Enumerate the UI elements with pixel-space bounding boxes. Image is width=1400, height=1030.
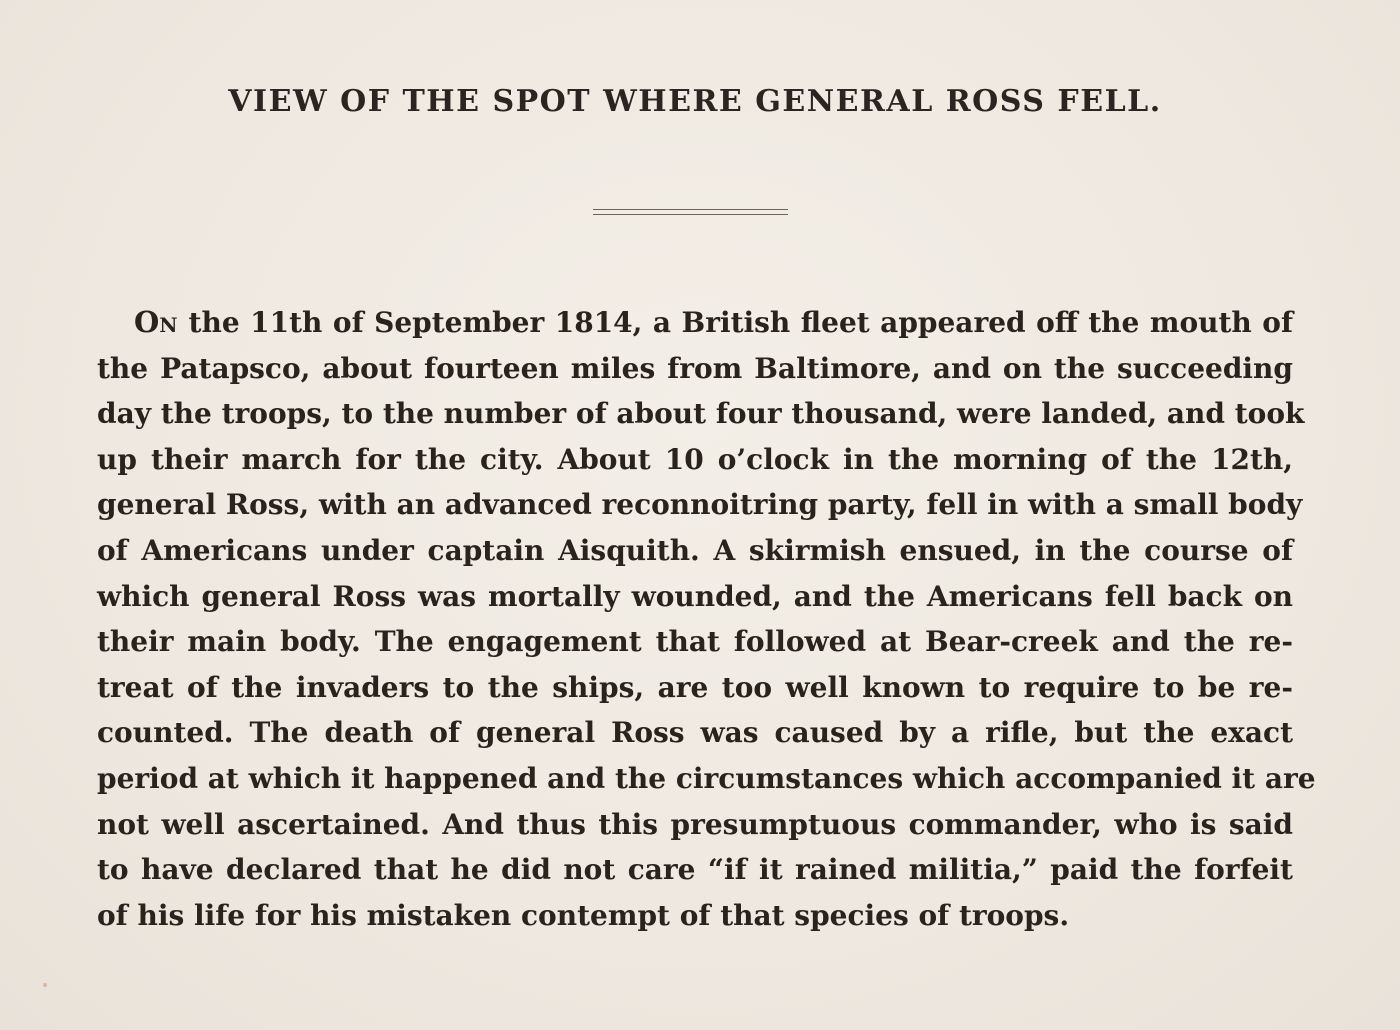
page-title: VIEW OF THE SPOT WHERE GENERAL ROSS FELL. (228, 84, 1162, 119)
paragraph-line: period at which it happened and the circumstances which accompanied it are (97, 761, 1316, 795)
paragraph-line: of Americans under captain Aisquith. A skirmish ensued, in the course of (97, 533, 1293, 567)
paragraph-line: up their march for the city. About 10 o’clock in the morning of the 12th, (97, 442, 1293, 476)
paragraph-line (97, 300, 1293, 346)
paper-speck (43, 983, 47, 987)
paragraph-line: day the troops, to the number of about four thousand, were landed, and took (97, 397, 1305, 431)
paragraph-line: the Patapsco, about fourteen miles from Baltimore, and on the succeeding (97, 351, 1293, 385)
body-paragraph (97, 300, 1316, 938)
paragraph-line: of his life for his mistaken contempt of that species of troops. (97, 898, 1070, 932)
paragraph-line: which general Ross was mortally wounded, and the Americans fell back on (97, 579, 1293, 613)
drop-initial: O (134, 305, 160, 339)
title-divider-rule (593, 209, 788, 215)
small-cap-letter: N (159, 313, 179, 337)
paragraph-line: not well ascertained. And thus this presumptuous commander, who is said (97, 807, 1293, 841)
paragraph-line: treat of the invaders to the ships, are too well known to require to be re- (97, 670, 1293, 704)
paragraph-line: general Ross, with an advanced reconnoitring party, fell in with a small body (97, 488, 1303, 522)
paragraph-line: counted. The death of general Ross was caused by a rifle, but the exact (97, 716, 1293, 750)
line-text: the 11th of September 1814, a British fleet appeared off the mouth of (178, 306, 1293, 339)
paragraph-line: to have declared that he did not care “if it rained militia,” paid the forfeit (97, 853, 1293, 887)
paragraph-line: their main body. The engagement that followed at Bear-creek and the re- (97, 625, 1293, 659)
